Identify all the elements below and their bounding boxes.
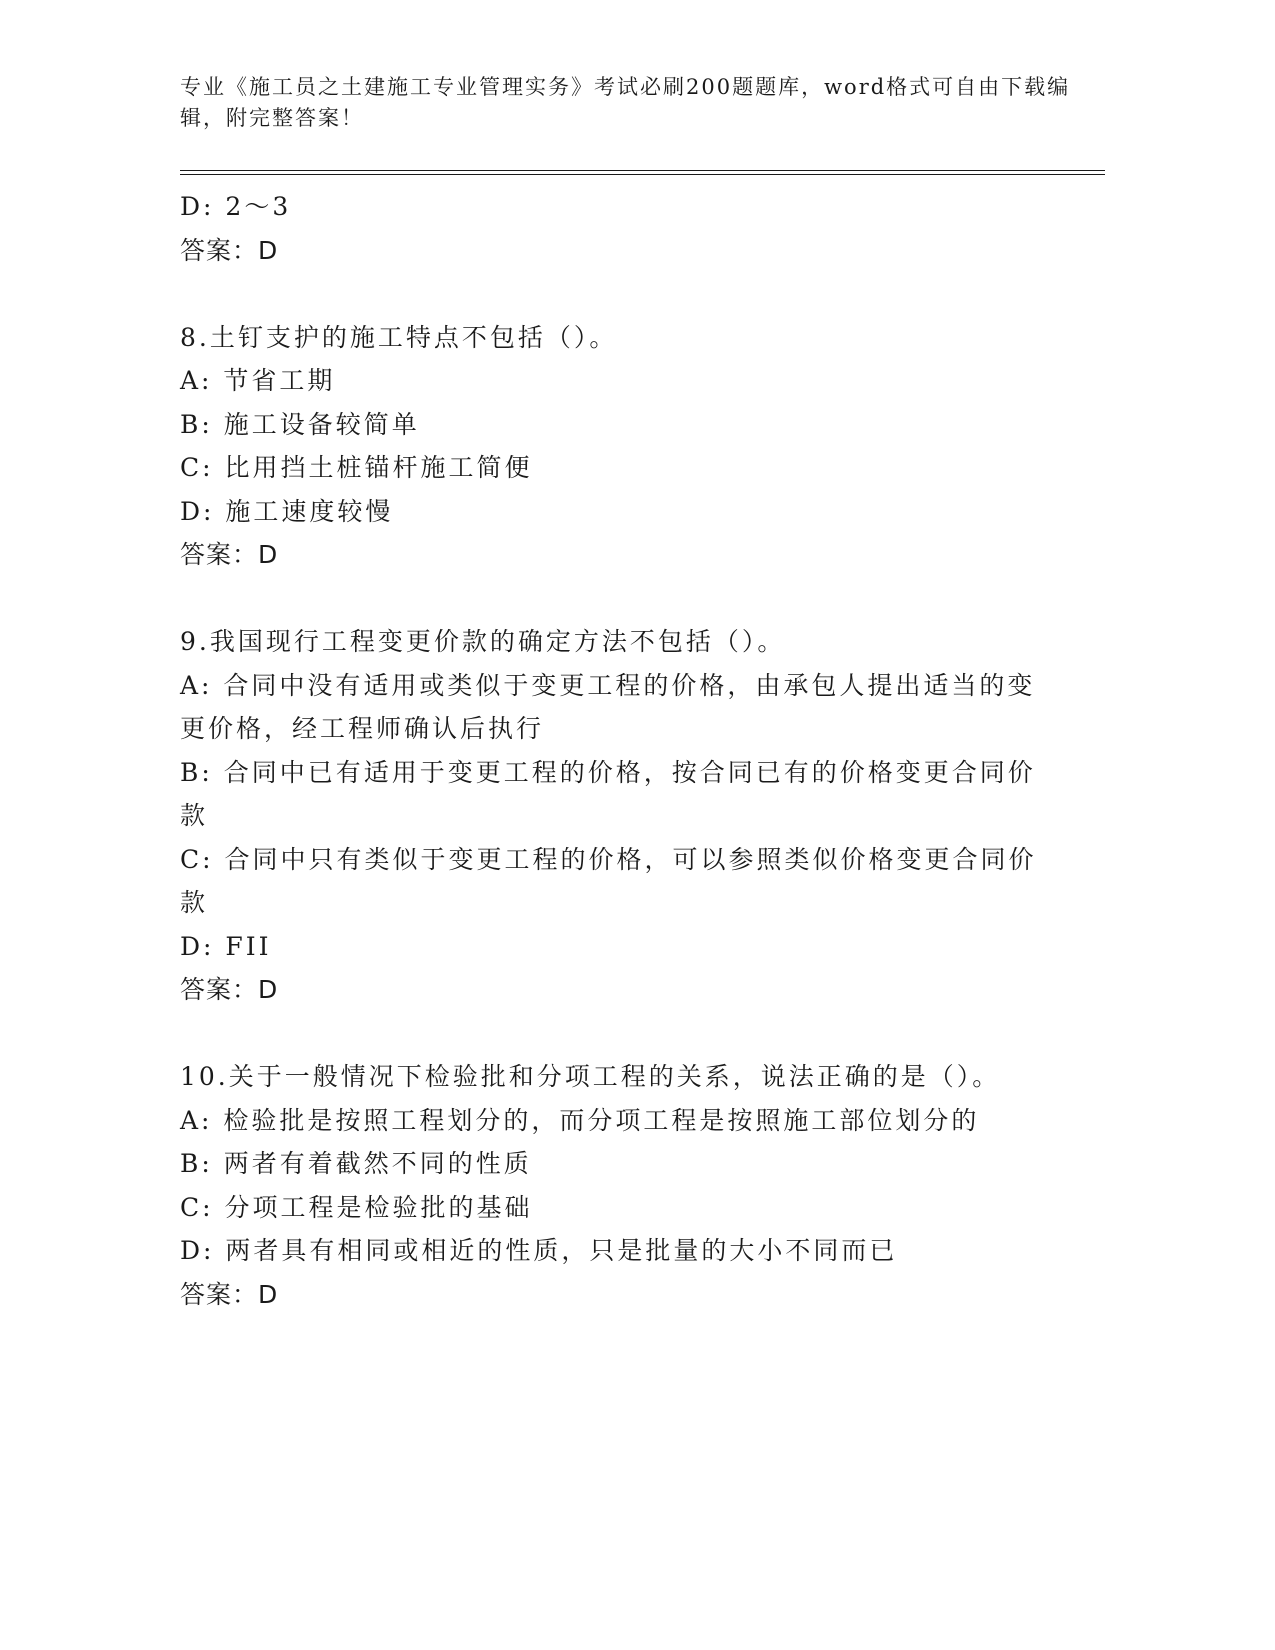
- option-b: B: 合同中已有适用于变更工程的价格，按合同已有的价格变更合同价款: [180, 757, 1036, 830]
- option-c: C: 比用挡土桩锚杆施工简便: [180, 453, 533, 482]
- question-stem: 9.我国现行工程变更价款的确定方法不包括（）。: [180, 627, 786, 656]
- option-d: D: FII: [180, 931, 272, 961]
- question-9: [180, 620, 1040, 1012]
- option-d-prev: D: 2～3: [180, 192, 292, 221]
- option-a: A: 合同中没有适用或类似于变更工程的价格，由承包人提出适当的变更价格，经工程师确认后执行: [180, 670, 1036, 743]
- question-list: [180, 185, 1040, 1316]
- answer: 答案：D: [180, 1279, 279, 1309]
- option-a: A: 检验批是按照工程划分的，而分项工程是按照施工部位划分的: [180, 1105, 980, 1135]
- option-c: C: 分项工程是检验批的基础: [180, 1192, 533, 1222]
- spacer: [180, 1012, 1040, 1056]
- question-10: [180, 1055, 1040, 1316]
- question-stem: 8.土钉支护的施工特点不包括（）。: [180, 322, 618, 352]
- spacer: [180, 577, 1040, 621]
- question-8: [180, 316, 1040, 577]
- option-b: B: 两者有着截然不同的性质: [180, 1149, 532, 1178]
- spacer: [180, 272, 1040, 316]
- answer: 答案：D: [180, 540, 279, 569]
- option-d: D: 两者具有相同或相近的性质，只是批量的大小不同而已: [180, 1236, 898, 1265]
- header-divider-bottom: [180, 174, 1105, 175]
- option-c: C: 合同中只有类似于变更工程的价格，可以参照类似价格变更合同价款: [180, 844, 1037, 917]
- option-a: A: 节省工期: [180, 366, 336, 395]
- option-b: B: 施工设备较简单: [180, 409, 420, 439]
- option-d: D: 施工速度较慢: [180, 496, 394, 526]
- answer-prev: 答案：D: [180, 235, 279, 265]
- answer: 答案：D: [180, 975, 279, 1004]
- header-divider-top: [180, 170, 1105, 171]
- page-header: 专业《施工员之土建施工专业管理实务》考试必刷200题题库，word格式可自由下载编辑，附完整答案！: [180, 75, 1071, 130]
- question-stem: 10.关于一般情况下检验批和分项工程的关系，说法正确的是（）。: [180, 1062, 1001, 1091]
